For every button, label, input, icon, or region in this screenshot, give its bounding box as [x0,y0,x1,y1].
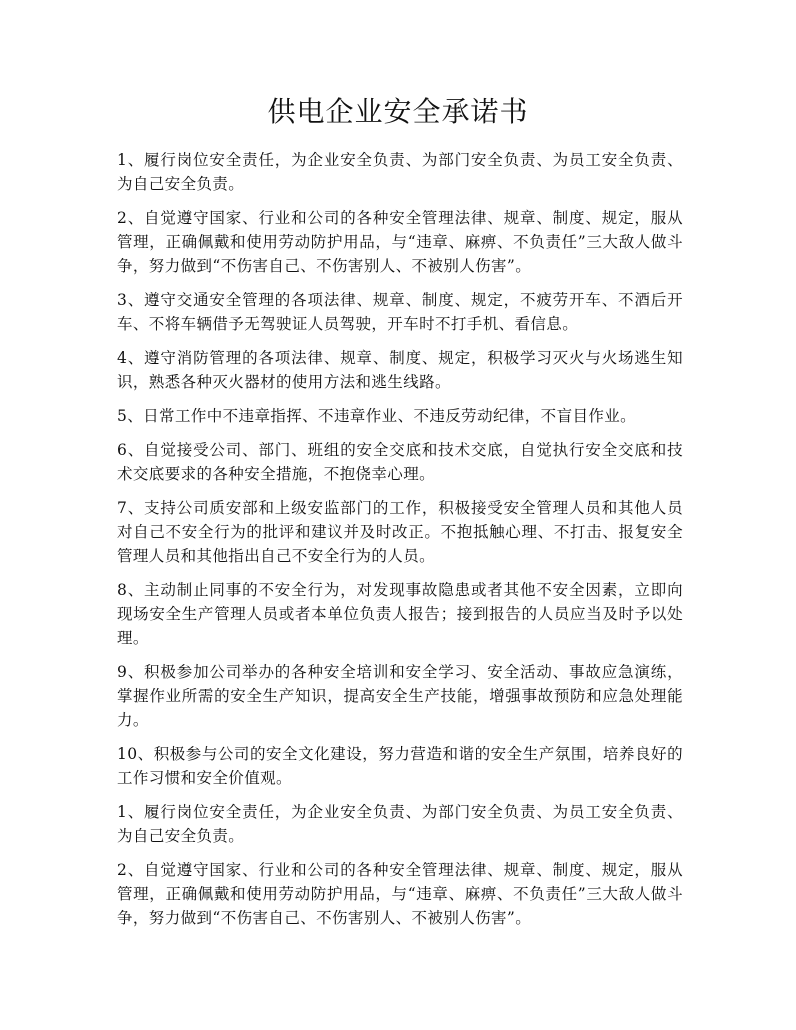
paragraph-9: 9、积极参加公司举办的各种安全培训和安全学习、安全活动、事故应急演练，掌握作业所需的安全生产知识，提高安全生产技能，增强事故预防和应急处理能力。 [117,663,683,729]
paragraph-4: 4、遵守消防管理的各项法律、规章、制度、规定，积极学习灭火与火场逃生知识，熟悉各种灭火器材的使用方法和逃生线路。 [117,349,683,391]
paragraph-6: 6、自觉接受公司、部门、班组的安全交底和技术交底，自觉执行安全交底和技术交底要求的各种安全措施，不抱侥幸心理。 [117,441,683,483]
paragraph-7: 7、支持公司质安部和上级安监部门的工作，积极接受安全管理人员和其他人员对自己不安全行为的批评和建议并及时改正。不抱抵触心理、不打击、报复安全管理人员和其他指出自己不安全行为的人员。 [117,499,683,565]
document-title: 供电企业安全承诺书 [267,95,529,128]
paragraph-10: 10、积极参与公司的安全文化建设，努力营造和谐的安全生产氛围，培养良好的工作习惯和安全价值观。 [117,745,683,787]
paragraph-3: 3、遵守交通安全管理的各项法律、规章、制度、规定，不疲劳开车、不酒后开车、不将车辆借予无驾驶证人员驾驶，开车时不打手机、看信息。 [117,291,683,333]
paragraph-12: 2、自觉遵守国家、行业和公司的各种安全管理法律、规章、制度、规定，服从管理，正确佩戴和使用劳动防护用品，与“违章、麻痹、不负责任”三大敌人做斗争，努力做到“不伤害自己、不伤害别人、不被别人伤害”。 [117,861,683,927]
paragraph-5: 5、日常工作中不违章指挥、不违章作业、不违反劳动纪律，不盲目作业。 [117,407,637,425]
paragraph-1: 1、履行岗位安全责任，为企业安全负责、为部门安全负责、为员工安全负责、为自己安全负责。 [117,151,683,193]
document-body [117,148,683,940]
paragraph-8: 8、主动制止同事的不安全行为，对发现事故隐患或者其他不安全因素，立即向现场安全生产管理人员或者本单位负责人报告；接到报告的人员应当及时予以处理。 [117,581,683,647]
paragraph-11: 1、履行岗位安全责任，为企业安全负责、为部门安全负责、为员工安全负责、为自己安全负责。 [117,803,683,845]
paragraph-2: 2、自觉遵守国家、行业和公司的各种安全管理法律、规章、制度、规定，服从管理，正确佩戴和使用劳动防护用品，与“违章、麻痹、不负责任”三大敌人做斗争，努力做到“不伤害自己、不伤害别人、不被别人伤害”。 [117,209,683,275]
